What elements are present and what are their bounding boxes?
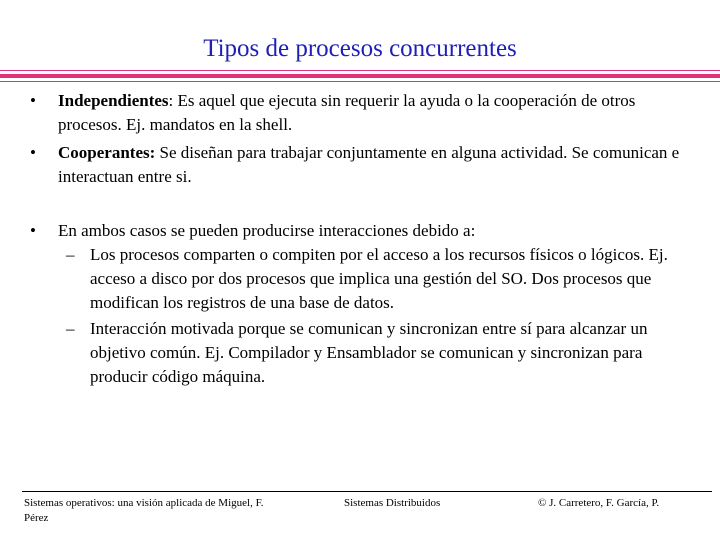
footer-copyright: © J. Carretero, F. García, P. <box>538 497 660 509</box>
subitem-marker: – <box>66 245 75 264</box>
title-divider-bottom <box>0 81 720 82</box>
title-divider-main <box>0 74 720 78</box>
footer-book-credit: Sistemas operativos: una visión aplicada de Miguel, F. Pérez <box>24 497 264 524</box>
bullet-lead: Cooperantes: <box>58 143 156 162</box>
bullet-lead: Independientes <box>58 91 169 110</box>
footer-course: Sistemas Distribuidos <box>344 497 441 509</box>
bullet-text: : Es aquel que ejecuta sin requerir la ayuda o la cooperación de otros procesos. Ej. mandatos en la shell. <box>58 91 636 134</box>
footer-divider <box>22 491 712 492</box>
bullet-cooperantes <box>58 141 698 189</box>
bullet-marker: • <box>30 221 36 240</box>
page-title: Tipos de procesos concurrentes <box>203 35 517 62</box>
title-divider-top <box>0 70 720 71</box>
bullet-text: Se diseñan para trabajar conjuntamente en alguna actividad. Se comunican e interactuan entre si. <box>58 143 680 186</box>
bullet-interacciones: En ambos casos se pueden producirse interacciones debido a: <box>58 221 476 240</box>
subitem-comunicacion: Interacción motivada porque se comunican y sincronizan entre sí para alcanzar un objetivo común. Ej. Compilador y Ensamblador se comunican y sincronizan para producir código máquina. <box>90 319 648 386</box>
bullet-independientes <box>58 89 698 137</box>
bullet-marker: • <box>30 143 36 162</box>
subitem-recursos: Los procesos comparten o compiten por el acceso a los recursos físicos o lógicos. Ej. acceso a disco por dos procesos que implica una gestión del SO. Dos procesos que modifican los registros de una base de datos. <box>90 245 668 312</box>
bullet-marker: • <box>30 91 36 110</box>
subitem-marker: – <box>66 319 75 338</box>
